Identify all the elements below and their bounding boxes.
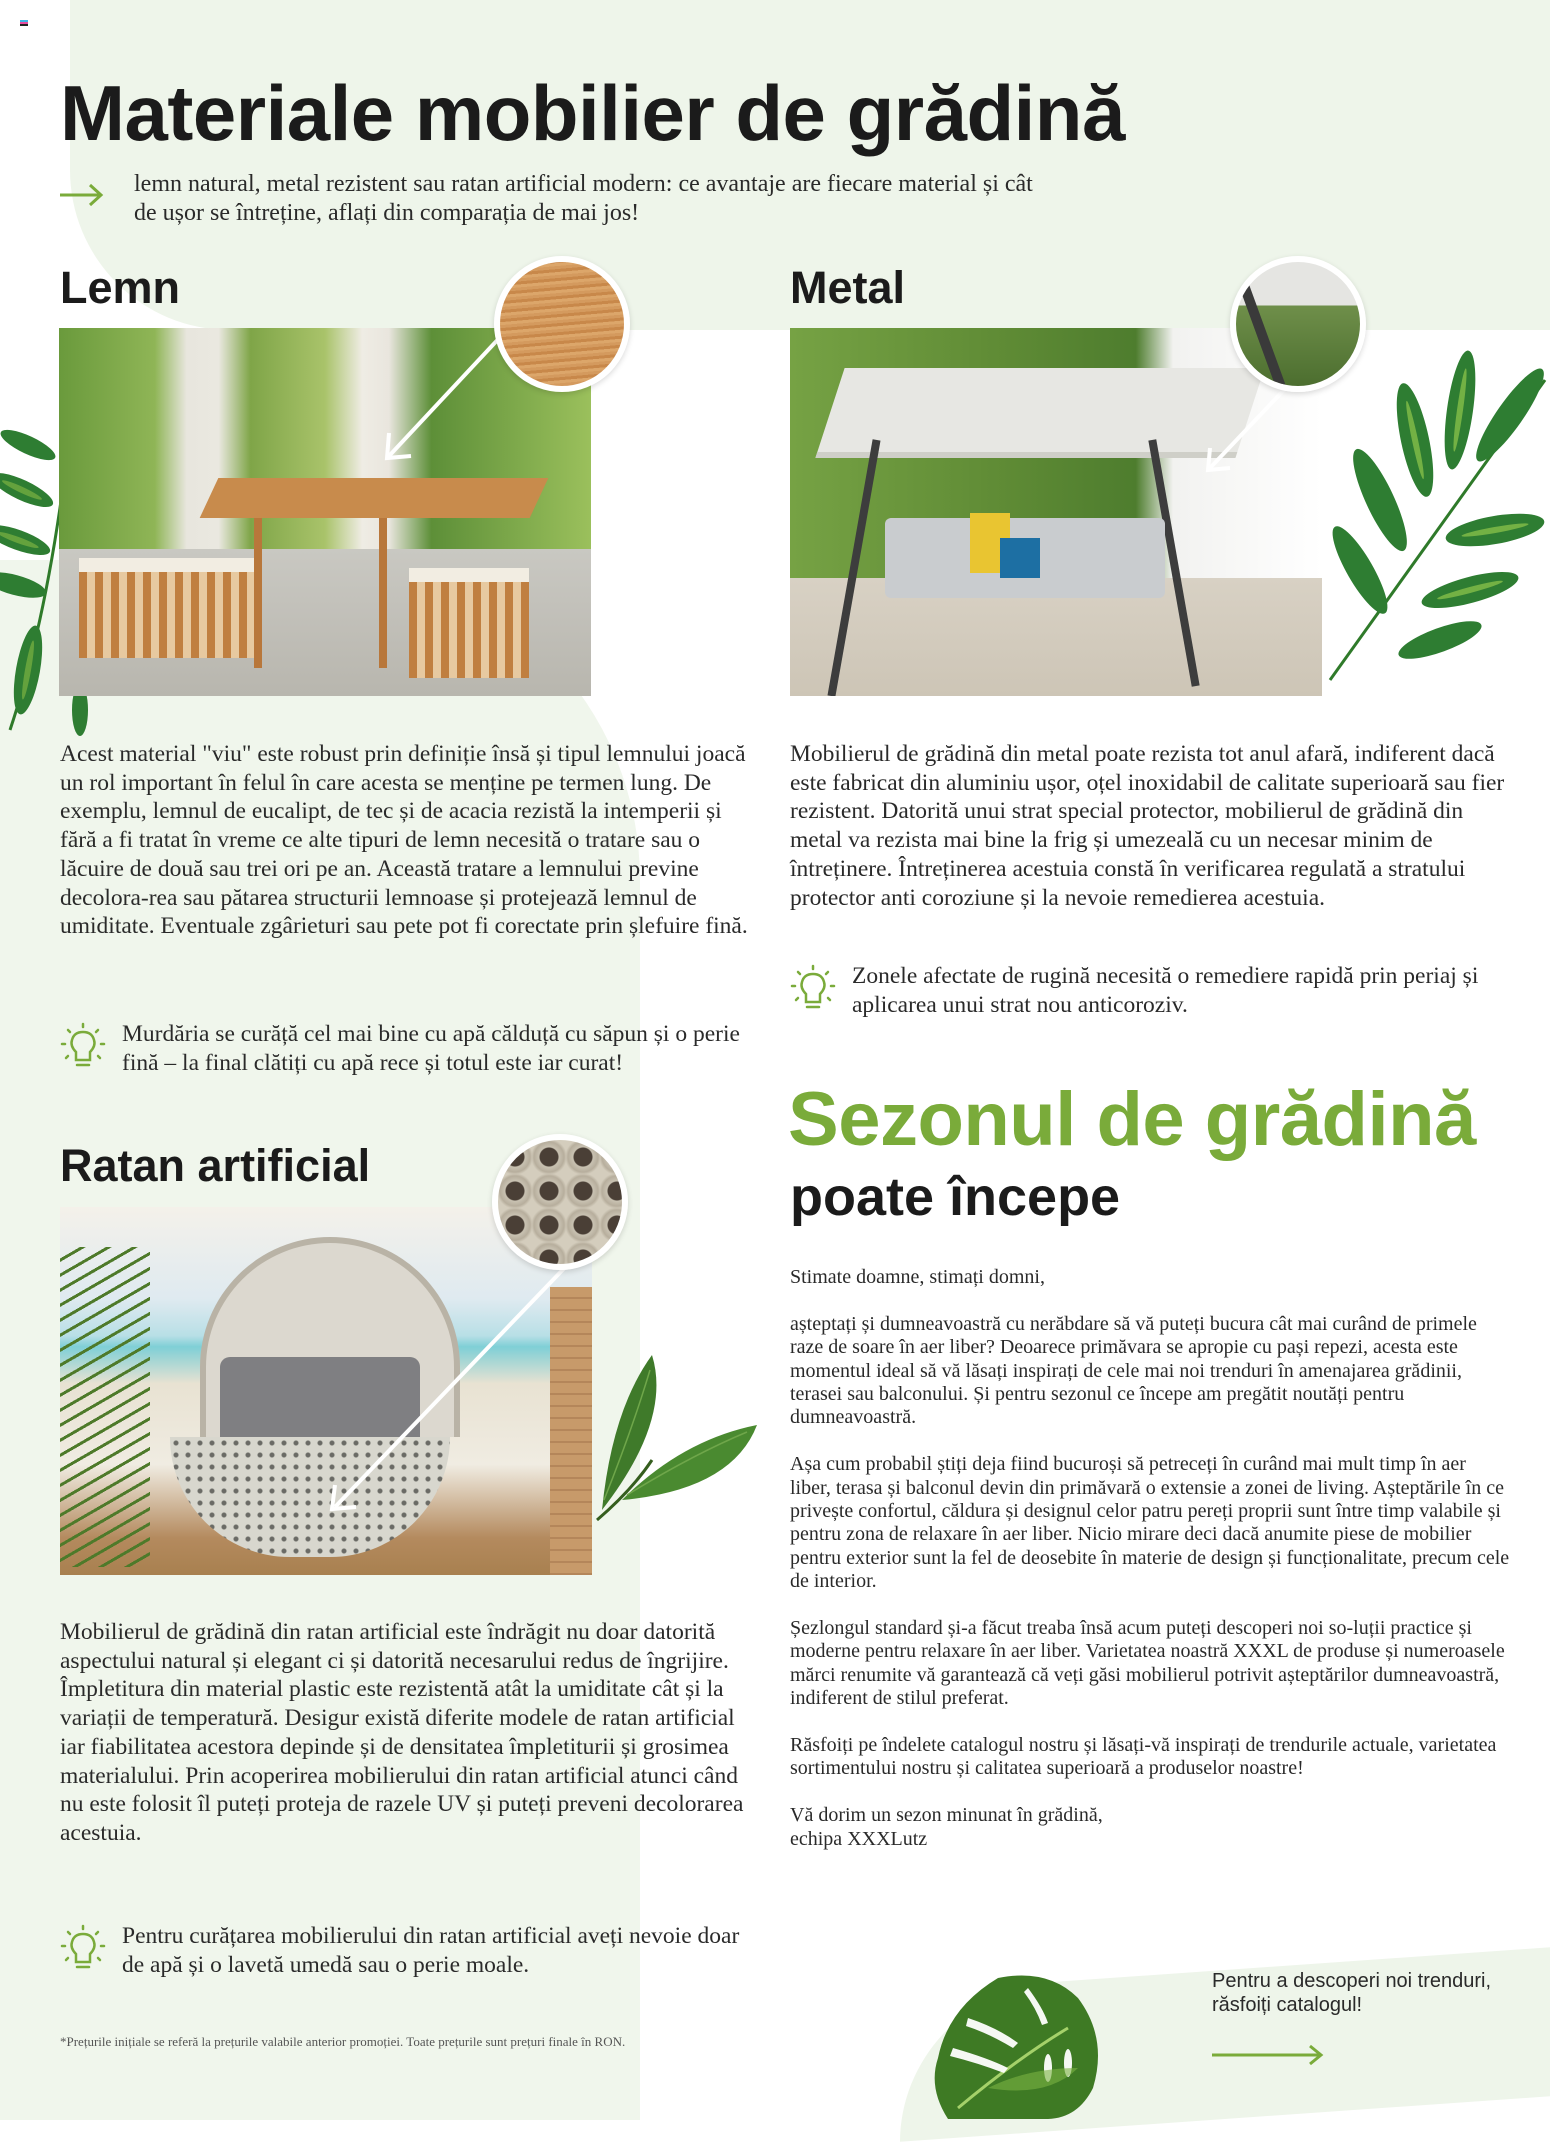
bench-left [79,558,259,658]
tip-text-lemn: Murdăria se curăță cel mai bine cu apă călduță cu săpun și o perie fină – la final clătiți cu apă rece și totul este iar curat! [122,1021,740,1076]
table-leg [254,518,262,668]
lemn-detail-zoom [494,256,630,392]
palm-frond [60,1247,150,1567]
section-body-lemn: Acest material "viu" este robust prin definiție însă și tipul lemnului joacă un rol important în felul în care acesta se menține pe termen lung. De exemplu, lemnul de eucalipt, de tec și de acacia rezistă la intemperii și fără a fi tratat în vreme ce alte tipuri de lemn necesită o tratare sau o lăcuire de două sau trei ori pe an. Această tratare a lemnului previne decolora-rea sau pătarea structurii lemnoase și protejează lemnul de umiditate. Eventuale zgârieturi sau pete pot fi corectate prin șlefuire fină. [60,741,748,940]
pointer-arrow-icon [359,328,509,478]
table-top [200,478,549,518]
intro-text: lemn natural, metal rezistent sau ratan artificial modern: ce avantaje are fiecare material și cât de ușor se întreține, aflați din comparația de mai jos! [134,171,1033,226]
letter-paragraph: așteptați și dumneavoastră cu nerăbdare să vă puteți bucura cât mai curând de primele raze de soare în aer liber? Deoarece primăvara se apropie cu pași repezi, acesta este momentul ideal să vă lăsați inspirați de cele mai noi trenduri în amenajarea grădinii, terasei sau balconului. Și pentru sezonul ce începe am pregătit noutăți pentru dumneavoastră. [790,1312,1477,1429]
palm-leaf-right-icon [1320,320,1550,690]
arrow-right-icon [58,182,104,208]
letter-paragraph: Șezlongul standard și-a făcut treaba însă acum puteți descoperi noi so-luții practice și moderne pentru relaxare în aer liber. Varietatea noastră XXXL de produse și numeroasele mărci renumite vă garantează că veți găsi mobilierul potrivit așteptărilor dumneavoastră, indiferent de stilul preferat. [790,1617,1505,1710]
section-heading-lemn: Lemn [60,262,181,313]
tip-text-metal: Zonele afectate de rugină necesită o remediere rapidă prin periaj și aplicarea unui strat nou anticoroziv. [852,963,1479,1018]
ratan-product-image [60,1207,592,1575]
lightbulb-icon [60,1924,106,1974]
print-registration-mark [20,20,28,28]
section-body-metal: Mobilierul de grădină din metal poate rezista tot anul afară, indiferent dacă este fabricat din aluminiu ușor, oțel inoxidabil de calitate superioară sau fier rezistent. Datorită unui strat special protector, mobilierul de grădină din metal va rezista mai bine la frig și umezeală cu un necesar minim de întreținere. Întreținerea acestuia constă în verificarea regulată a stratului protector anti coroziune și la nevoie remedierea acestuia. [790,741,1505,911]
letter-paragraph: Răsfoiți pe îndelete catalogul nostru și lăsați-vă inspirați de trendurile actuale, varietatea sortimentului nostru și calitatea superioară a produselor noastre! [790,1734,1497,1780]
signature: echipa XXXLutz [790,1827,928,1850]
swing-frame-leg [827,439,880,696]
tip-ratan [60,1922,760,1979]
price-footnote: *Prețurile inițiale se referă la prețurile valabile anterior promoției. Toate prețurile sunt prețuri finale în RON. [60,2034,626,2049]
letter-closing [790,1804,1510,1851]
monstera-leaf-icon [928,1968,1113,2119]
cushion-blue [1000,538,1040,578]
bench-right [409,568,529,678]
tip-metal [790,962,1510,1019]
season-title: Sezonul de grădină [788,1077,1476,1162]
section-heading-metal: Metal [790,262,906,313]
page-title: Materiale mobilier de grădină [60,69,1125,157]
season-letter [790,1266,1510,1851]
letter-paragraph: Așa cum probabil știți deja fiind bucuroși să petreceți în curând mai mult timp în aer liber, terasa și balconul devin din primăvară o extensie a zonei de living. Așteptările în ce privește confortul, căldura și designul celor patru pereți proprii sunt între timp valabile și pentru zona de relaxare în aer liber. Nicio mirare deci dacă anumite piese de mobilier pentru exterior sunt la fel de deosebite în materie de design și funcționalitate, precum cele de interior. [790,1453,1510,1593]
lightbulb-icon [60,1022,106,1072]
table-leg [379,518,387,668]
lightbulb-icon [790,964,836,1014]
season-subtitle: poate începe [790,1167,1121,1227]
tip-text-ratan: Pentru curățarea mobilierului din ratan artificial aveți nevoie doar de apă și o lavetă umedă sau o perie moale. [122,1923,740,1978]
ratan-detail-zoom [492,1134,628,1270]
lemn-product-image [59,328,591,696]
leaves-decor-icon [592,1350,762,1530]
metal-product-image [790,328,1322,696]
closing-line: Vă dorim un sezon minunat în grădină, [790,1804,1103,1827]
long-arrow-right-icon[interactable] [1210,2043,1326,2067]
section-heading-ratan: Ratan artificial [60,1140,371,1191]
catalog-cta-text[interactable]: Pentru a descoperi noi trenduri, răsfoiți catalogul! [1212,1970,1492,2016]
section-body-ratan: Mobilierul de grădină din ratan artificial este îndrăgit nu doar datorită aspectului natural și elegant ci și datorită necesarului redus de îngrijire. Împletitura din material plastic este rezistentă atât la umiditate cât și la variații de temperatură. Desigur există diferite modele de ratan artificial iar fiabilitatea acestora depinde și de densitatea împletiturii și grosimea materialului. Prin acoperirea mobilierului din ratan artificial atunci când nu este folosit îl puteți proteja de razele UV și puteți preveni decolorarea acestuia. [60,1619,744,1846]
letter-greeting: Stimate doamne, stimați domni, [790,1266,1045,1288]
tip-lemn [60,1020,760,1077]
